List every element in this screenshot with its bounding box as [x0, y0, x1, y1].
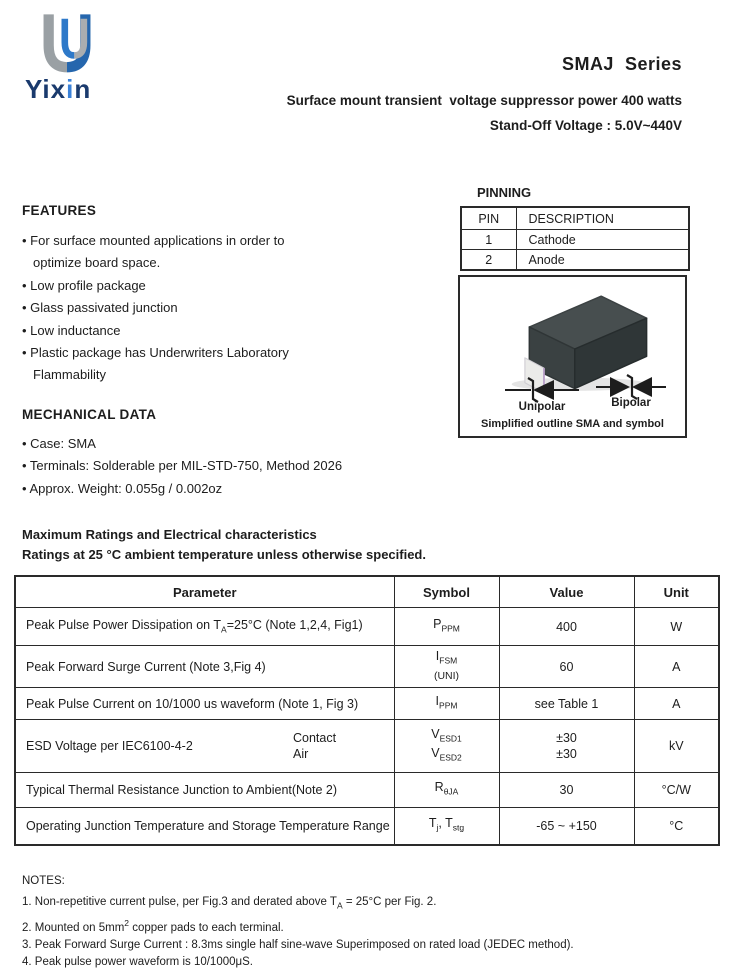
parameter-cell: Typical Thermal Resistance Junction to Ambient(Note 2)	[15, 773, 394, 808]
list-item: • For surface mounted applications in order to	[22, 233, 285, 248]
features-list	[22, 230, 352, 387]
notes-heading: NOTES:	[22, 875, 65, 887]
pin-row	[461, 230, 689, 250]
logo-inner-u-left	[65, 19, 75, 56]
unit-cell: °C/W	[634, 773, 719, 808]
unit-cell: °C	[634, 808, 719, 845]
ratings-title-line1: Maximum Ratings and Electrical characteristics	[22, 527, 317, 542]
parameter-cell: Peak Pulse Power Dissipation on $T_A=25^\circ C$ (Note 1,2,4, Fig1)	[15, 608, 394, 646]
pin-row	[461, 250, 689, 271]
pin-number: 1	[461, 230, 516, 250]
unipolar-diode-icon	[504, 376, 580, 404]
unit-cell: A	[634, 646, 719, 688]
note-line: 2. Mounted on $5mm^2$ copper pads to each terminal.	[22, 917, 284, 934]
mechanical-heading: MECHANICAL DATA	[22, 407, 157, 422]
list-item: • Low inductance	[22, 322, 121, 338]
logo-u-icon	[30, 10, 104, 76]
symbol-cell: $P_{PPM}$	[394, 608, 499, 646]
symbol-cell: $R_{\theta JA}$	[394, 773, 499, 808]
pinning-table	[460, 206, 690, 271]
ratings-table	[14, 575, 720, 846]
unit-column-header: Unit	[634, 576, 719, 608]
symbol-cell: $V_{ESD1}$ $V_{ESD2}$	[394, 720, 499, 773]
pinning-heading: PINNING	[477, 185, 532, 200]
list-item: • Approx. Weight: 0.055g / 0.002oz	[22, 480, 223, 496]
pin-number: 2	[461, 250, 516, 271]
value-cell: 400	[499, 608, 634, 646]
note-line: 4. Peak pulse power waveform is 10/1000μS.	[22, 956, 253, 969]
parameter-cell: Peak Pulse Current on 10/1000 us waveform (Note 1, Fig 3)	[15, 688, 394, 720]
subtitle: Surface mount transient voltage suppressor power 400 watts	[286, 93, 682, 108]
list-item: optimize board space.	[33, 255, 161, 271]
description-column-header: DESCRIPTION	[516, 207, 689, 230]
value-cell: 30	[499, 773, 634, 808]
pin-column-header: PIN	[461, 207, 516, 230]
value-cell: -65 ~ +150	[499, 808, 634, 845]
notes-list	[22, 894, 574, 972]
unit-cell: A	[634, 688, 719, 720]
pinning-header-row	[461, 207, 689, 230]
bipolar-label: Bipolar	[611, 397, 651, 409]
parameter-cell: Operating Junction Temperature and Storage Temperature Range	[15, 808, 394, 845]
parameter-cell: Peak Forward Surge Current (Note 3,Fig 4)	[15, 646, 394, 688]
list-item: • Case: SMA	[22, 436, 96, 451]
unit-cell: kV	[634, 720, 719, 773]
value-cell: ±30 ±30	[499, 720, 634, 773]
symbol-cell: $T_j$, $T_{stg}$	[394, 808, 499, 845]
symbol-cell: $I_{FSM}$ (UNI)	[394, 646, 499, 688]
parameter-column-header: Parameter	[15, 576, 394, 608]
logo-inner-u-right	[74, 19, 84, 56]
ratings-header-row	[15, 576, 719, 608]
features-heading: FEATURES	[22, 203, 97, 218]
value-column-header: Value	[499, 576, 634, 608]
list-item: • Glass passivated junction	[22, 300, 178, 316]
list-item: Flammability	[33, 367, 106, 383]
note-line: 3. Peak Forward Surge Current : 8.3ms single half sine-wave Superimposed on rated load (JEDEC method).	[22, 938, 574, 951]
list-item: • Terminals: Solderable per MIL-STD-750, Method 2026	[22, 458, 343, 474]
symbol-column-header: Symbol	[394, 576, 499, 608]
standoff-voltage: Stand-Off Voltage : 5.0V~440V	[489, 118, 682, 133]
mechanical-list	[22, 433, 442, 500]
table-row	[15, 808, 719, 845]
pin-description: Anode	[516, 250, 689, 271]
value-cell: 60	[499, 646, 634, 688]
value-cell: see Table 1	[499, 688, 634, 720]
unipolar-label: Unipolar	[518, 401, 566, 413]
unit-cell: W	[634, 608, 719, 646]
page-title: SMAJ Series	[561, 54, 682, 74]
package-caption: Simplified outline SMA and symbol	[481, 418, 664, 430]
table-row	[15, 646, 719, 688]
list-item: • Low profile package	[22, 277, 146, 293]
pin-description: Cathode	[516, 230, 689, 250]
brand-name: Yixin	[25, 74, 92, 104]
table-row	[15, 720, 719, 773]
list-item: • Plastic package has Underwriters Laboratory	[22, 345, 289, 361]
table-row	[15, 773, 719, 808]
table-row	[15, 608, 719, 646]
table-row	[15, 688, 719, 720]
parameter-condition: Contact Air	[293, 731, 337, 761]
parameter-cell: ESD Voltage per IEC6100-4-2 Contact Air	[15, 720, 394, 773]
package-figure	[458, 275, 687, 438]
note-line: 1. Non-repetitive current pulse, per Fig.3 and derated above $T_A = 25^\circ C$ per Fig. 2.	[22, 896, 437, 911]
ratings-title-line2: Ratings at 25 °C ambient temperature unless otherwise specified.	[22, 547, 426, 562]
symbol-cell: $I_{PPM}$	[394, 688, 499, 720]
